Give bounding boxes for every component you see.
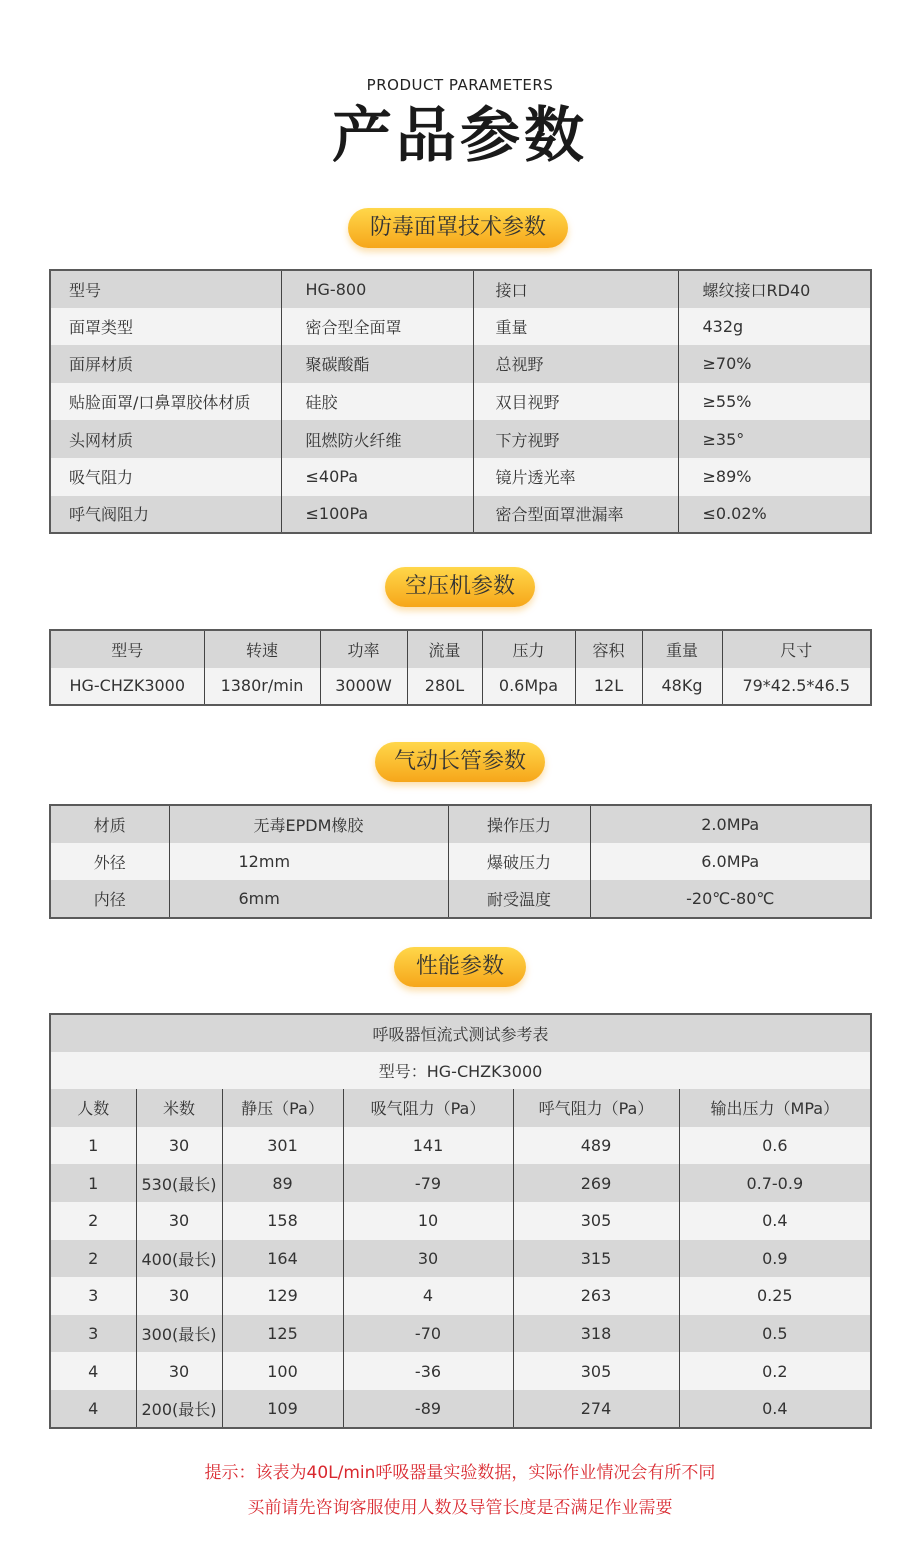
- table-row: [50, 880, 871, 918]
- mask-value: ≥89%: [678, 458, 871, 496]
- table-row: [50, 1127, 871, 1165]
- mask-value: 432g: [678, 308, 871, 346]
- mask-label: 总视野: [473, 345, 678, 383]
- mask-label: 重量: [473, 308, 678, 346]
- table-row: [50, 1315, 871, 1353]
- hose-value: 12mm: [169, 843, 448, 881]
- table-cell: 300(最长): [136, 1315, 222, 1353]
- hose-value: 2.0MPa: [590, 805, 871, 843]
- column-header: 重量: [642, 630, 722, 668]
- mask-value: ≥70%: [678, 345, 871, 383]
- table-cell: 0.6Mpa: [482, 668, 575, 706]
- table-cell: 400(最长): [136, 1240, 222, 1278]
- hose-value: -20℃-80℃: [590, 880, 871, 918]
- mask-value: 聚碳酸酯: [281, 345, 473, 383]
- table-cell: -36: [343, 1352, 513, 1390]
- table-cell: 274: [513, 1390, 679, 1428]
- table-cell: 125: [222, 1315, 343, 1353]
- table-cell: 30: [136, 1127, 222, 1165]
- table-cell: 269: [513, 1164, 679, 1202]
- table-row: [50, 843, 871, 881]
- table-cell: 0.4: [679, 1202, 871, 1240]
- table-cell: 3: [50, 1277, 136, 1315]
- table-cell: -89: [343, 1390, 513, 1428]
- column-header: 型号: [50, 630, 204, 668]
- table-cell: 4: [50, 1390, 136, 1428]
- mask-label: 接口: [473, 270, 678, 308]
- mask-value: 螺纹接口RD40: [678, 270, 871, 308]
- column-header: 静压（Pa）: [222, 1089, 343, 1127]
- table-row: [50, 1352, 871, 1390]
- mask-label: 下方视野: [473, 420, 678, 458]
- table-cell: 2: [50, 1240, 136, 1278]
- mask-label: 头网材质: [50, 420, 281, 458]
- table-model-row: [50, 1052, 871, 1090]
- performance-table-title: 呼吸器恒流式测试参考表: [50, 1014, 871, 1052]
- table-row: [50, 1202, 871, 1240]
- table-cell: 4: [343, 1277, 513, 1315]
- column-header: 压力: [482, 630, 575, 668]
- table-row: [50, 1240, 871, 1278]
- hose-value: 无毒EPDM橡胶: [169, 805, 448, 843]
- table-cell: 79*42.5*46.5: [722, 668, 871, 706]
- table-row: [50, 420, 871, 458]
- hose-label: 外径: [50, 843, 169, 881]
- table-cell: 3000W: [320, 668, 407, 706]
- table-cell: 164: [222, 1240, 343, 1278]
- mask-value: 硅胶: [281, 383, 473, 421]
- table-cell: 200(最长): [136, 1390, 222, 1428]
- column-header: 人数: [50, 1089, 136, 1127]
- table-cell: 0.7-0.9: [679, 1164, 871, 1202]
- mask-label: 面屏材质: [50, 345, 281, 383]
- column-header: 功率: [320, 630, 407, 668]
- mask-label: 面罩类型: [50, 308, 281, 346]
- column-header: 吸气阻力（Pa）: [343, 1089, 513, 1127]
- column-header: 呼气阻力（Pa）: [513, 1089, 679, 1127]
- table-cell: 263: [513, 1277, 679, 1315]
- mask-value: ≤0.02%: [678, 496, 871, 534]
- column-header: 容积: [575, 630, 642, 668]
- table-row: [50, 805, 871, 843]
- mask-label: 型号: [50, 270, 281, 308]
- table-header-row: [50, 630, 871, 668]
- table-cell: -79: [343, 1164, 513, 1202]
- table-cell: 1: [50, 1127, 136, 1165]
- table-cell: 10: [343, 1202, 513, 1240]
- table-row: [50, 458, 871, 496]
- table-title-row: [50, 1014, 871, 1052]
- mask-label: 密合型面罩泄漏率: [473, 496, 678, 534]
- page-subtitle-en: PRODUCT PARAMETERS: [366, 76, 554, 94]
- mask-value: ≤100Pa: [281, 496, 473, 534]
- column-header: 米数: [136, 1089, 222, 1127]
- table-cell: 280L: [407, 668, 482, 706]
- hose-label: 操作压力: [448, 805, 590, 843]
- table-row: [50, 270, 871, 308]
- table-cell: 30: [343, 1240, 513, 1278]
- hose-label: 材质: [50, 805, 169, 843]
- table-header-row: [50, 1089, 871, 1127]
- mask-label: 贴脸面罩/口鼻罩胶体材质: [50, 383, 281, 421]
- page-title: 产品参数: [332, 101, 588, 171]
- table-row: [50, 308, 871, 346]
- mask-parameters-table: [49, 269, 872, 534]
- table-cell: 305: [513, 1202, 679, 1240]
- mask-value: ≥55%: [678, 383, 871, 421]
- table-cell: 3: [50, 1315, 136, 1353]
- table-cell: 30: [136, 1202, 222, 1240]
- mask-label: 镜片透光率: [473, 458, 678, 496]
- table-row: [50, 668, 871, 706]
- mask-value: ≥35°: [678, 420, 871, 458]
- mask-value: 阻燃防火纤维: [281, 420, 473, 458]
- compressor-parameters-table: [49, 629, 872, 706]
- table-cell: 109: [222, 1390, 343, 1428]
- table-cell: 100: [222, 1352, 343, 1390]
- table-row: [50, 345, 871, 383]
- column-header: 输出压力（MPa）: [679, 1089, 871, 1127]
- mask-label: 双目视野: [473, 383, 678, 421]
- table-cell: 30: [136, 1277, 222, 1315]
- hose-label: 耐受温度: [448, 880, 590, 918]
- table-cell: HG-CHZK3000: [50, 668, 204, 706]
- table-cell: 48Kg: [642, 668, 722, 706]
- column-header: 流量: [407, 630, 482, 668]
- table-cell: 12L: [575, 668, 642, 706]
- table-cell: 1380r/min: [204, 668, 320, 706]
- section-title-compressor: 空压机参数: [385, 567, 535, 607]
- table-cell: 0.6: [679, 1127, 871, 1165]
- table-row: [50, 1164, 871, 1202]
- note-line-2: 买前请先咨询客服使用人数及导管长度是否满足作业需要: [247, 1498, 673, 1518]
- hose-value: 6mm: [169, 880, 448, 918]
- table-cell: 0.4: [679, 1390, 871, 1428]
- table-cell: 0.25: [679, 1277, 871, 1315]
- column-header: 尺寸: [722, 630, 871, 668]
- hose-label: 爆破压力: [448, 843, 590, 881]
- section-title-performance: 性能参数: [394, 947, 526, 987]
- table-row: [50, 1390, 871, 1428]
- table-cell: 301: [222, 1127, 343, 1165]
- table-cell: 89: [222, 1164, 343, 1202]
- hose-value: 6.0MPa: [590, 843, 871, 881]
- section-title-hose: 气动长管参数: [375, 742, 545, 782]
- table-cell: 4: [50, 1352, 136, 1390]
- note-line-1: 提示：该表为40L/min呼吸器量实验数据，实际作业情况会有所不同: [204, 1463, 716, 1483]
- mask-value: HG-800: [281, 270, 473, 308]
- column-header: 转速: [204, 630, 320, 668]
- table-cell: 158: [222, 1202, 343, 1240]
- table-cell: -70: [343, 1315, 513, 1353]
- table-cell: 0.9: [679, 1240, 871, 1278]
- table-row: [50, 496, 871, 534]
- hose-label: 内径: [50, 880, 169, 918]
- performance-model-line: 型号：HG-CHZK3000: [50, 1052, 871, 1090]
- table-cell: 0.2: [679, 1352, 871, 1390]
- table-row: [50, 1277, 871, 1315]
- mask-label: 吸气阻力: [50, 458, 281, 496]
- mask-label: 呼气阀阻力: [50, 496, 281, 534]
- table-cell: 489: [513, 1127, 679, 1165]
- table-cell: 30: [136, 1352, 222, 1390]
- table-row: [50, 383, 871, 421]
- table-cell: 1: [50, 1164, 136, 1202]
- table-cell: 530(最长): [136, 1164, 222, 1202]
- mask-value: 密合型全面罩: [281, 308, 473, 346]
- table-cell: 0.5: [679, 1315, 871, 1353]
- mask-value: ≤40Pa: [281, 458, 473, 496]
- table-cell: 315: [513, 1240, 679, 1278]
- section-title-mask: 防毒面罩技术参数: [348, 208, 568, 248]
- performance-test-table: [49, 1013, 872, 1429]
- table-cell: 129: [222, 1277, 343, 1315]
- table-cell: 141: [343, 1127, 513, 1165]
- table-cell: 2: [50, 1202, 136, 1240]
- table-cell: 318: [513, 1315, 679, 1353]
- hose-parameters-table: [49, 804, 872, 919]
- table-cell: 305: [513, 1352, 679, 1390]
